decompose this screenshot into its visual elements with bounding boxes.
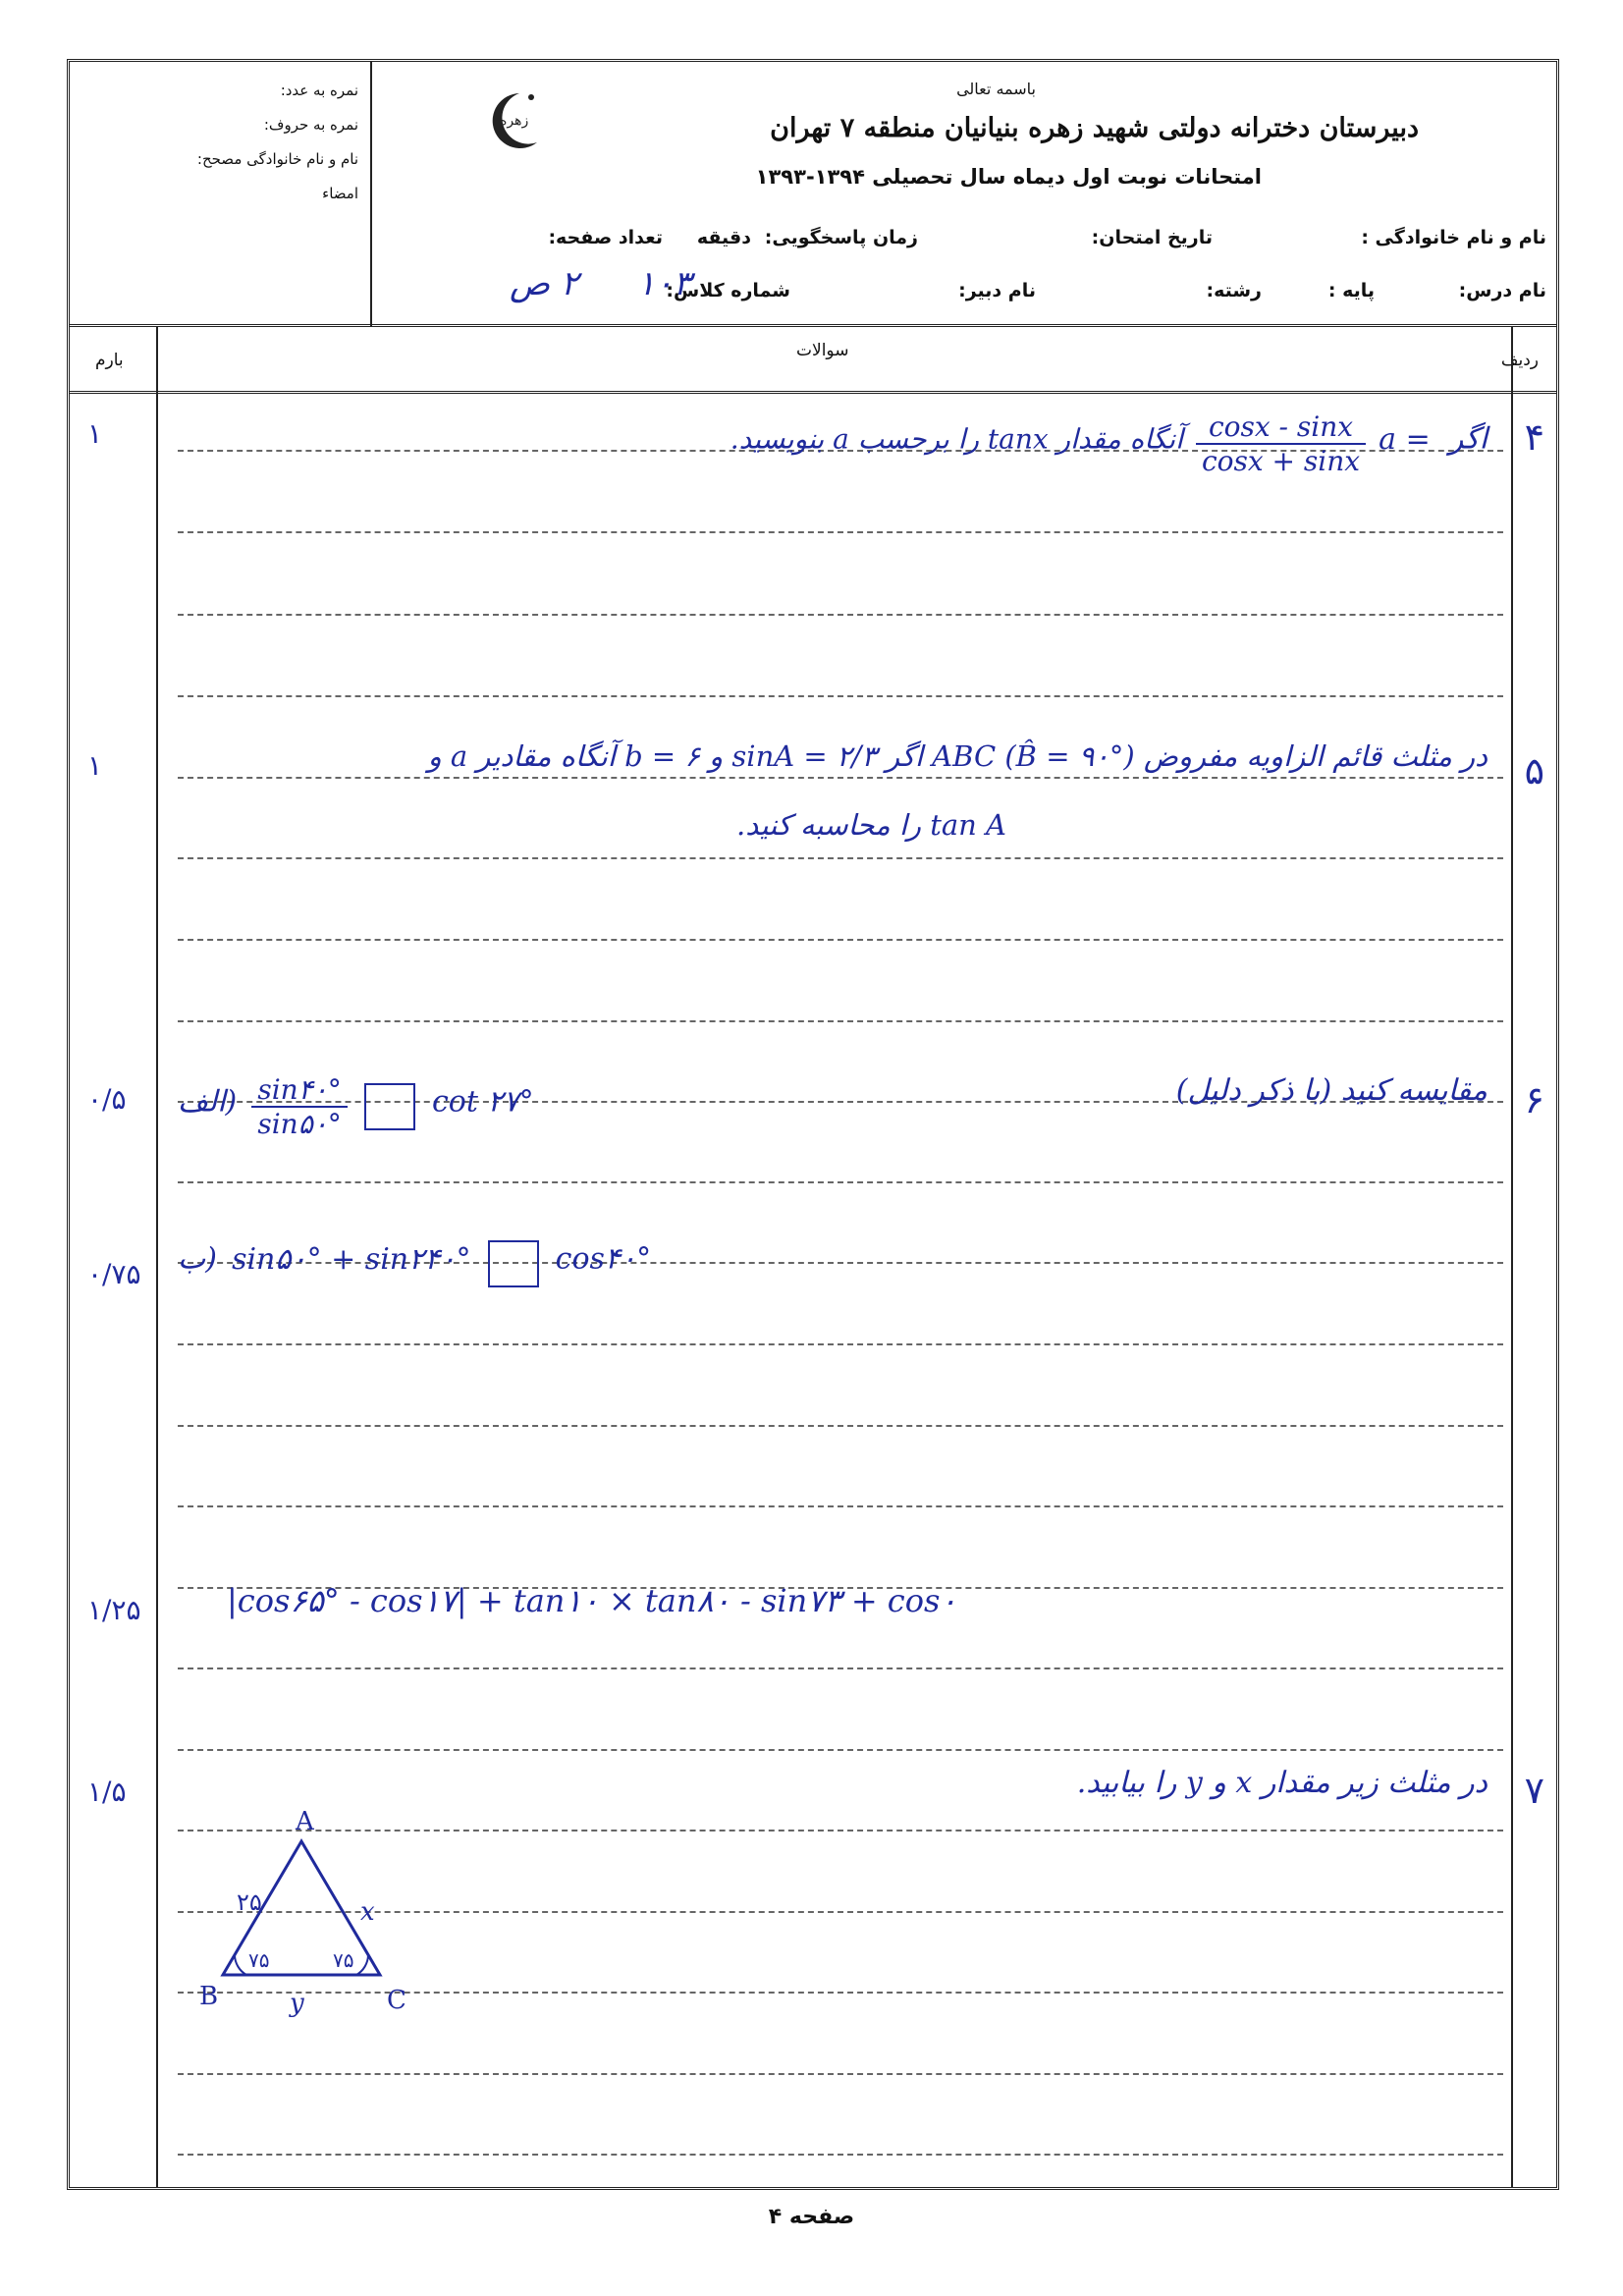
dash-line — [178, 1425, 1503, 1427]
vertex-a: A — [296, 1807, 314, 1836]
expression: |cos۶۵° - cos۱۷| + tan۱۰ × tan۸۰ - sin۷۳ + cos۰ — [227, 1582, 957, 1619]
q6-part-a — [178, 1073, 534, 1140]
field-label: رشته: — [1206, 280, 1262, 301]
score-divider — [156, 327, 158, 2187]
q6b-left: sin۵۰° + sin۲۴۰° — [232, 1241, 471, 1277]
page-count-label: تعداد صفحه: — [548, 227, 663, 248]
question-score-b: ۰/۷۵ — [87, 1258, 141, 1290]
question-score: ۱ — [87, 749, 103, 782]
exam-info — [372, 62, 1556, 327]
minutes-label: دقیقه — [696, 227, 751, 248]
svg-text:زهره: زهره — [500, 113, 529, 129]
col-row-label: ردیف — [1500, 351, 1539, 370]
dash-line — [178, 1020, 1503, 1022]
q7-text: در مثلث زیر مقدار x و y را بیابید. — [1076, 1766, 1488, 1800]
dash-line — [178, 1749, 1503, 1751]
grade-letters-label: نمره به حروف: — [263, 116, 358, 134]
page-footer: صفحه ۴ — [768, 2205, 855, 2229]
answer-time-label: زمان پاسخگویی: — [764, 227, 918, 248]
exam-header — [70, 62, 1556, 327]
exam-title: امتحانات نوبت اول دیماه سال تحصیلی ۱۳۹۴-۱۳۹۳ — [755, 165, 1262, 189]
compare-box[interactable] — [488, 1240, 539, 1287]
q6a-right: cot ۲۷° — [431, 1084, 534, 1120]
q4-if: اگر — [1448, 421, 1488, 457]
question-score: ۱/۲۵ — [87, 1594, 141, 1626]
school-logo — [480, 83, 549, 162]
dash-line — [178, 777, 1503, 779]
exam-date-label: تاریخ امتحان: — [1091, 227, 1213, 248]
vertex-c: C — [387, 1986, 406, 2015]
q5-line2: tan A را محاسبه کنید. — [736, 808, 1006, 842]
col-score-label: بارم — [95, 351, 124, 370]
q6-intro: مقایسه کنید (با ذکر دلیل) — [1175, 1073, 1488, 1108]
q6a-label: الف) — [178, 1084, 238, 1120]
dash-line — [178, 614, 1503, 616]
dash-line — [178, 2154, 1503, 2156]
triangle-figure — [186, 1790, 441, 2026]
student-name-label: نام و نام خانوادگی : — [1361, 227, 1546, 248]
grading-box — [70, 62, 372, 327]
col-questions-label: سوالات — [796, 341, 849, 360]
q4-fraction — [1196, 410, 1366, 477]
question-number: ۴ — [1524, 415, 1544, 459]
dash-line — [178, 695, 1503, 697]
q4-denominator: cosx + sinx — [1201, 445, 1361, 477]
q4-text: آنگاه مقدار tanx را برحسب a بنویسید. — [730, 422, 1183, 456]
row-divider — [1511, 327, 1513, 2187]
angle-b-arc — [235, 1955, 246, 1975]
exam-sheet — [67, 59, 1559, 2190]
q4-numerator: cosx - sinx — [1196, 410, 1366, 445]
dash-line — [178, 1181, 1503, 1183]
compare-box[interactable] — [364, 1083, 415, 1130]
grade-number-label: نمره به عدد: — [280, 82, 358, 99]
side-bc-label: y — [290, 1989, 304, 2018]
dash-line — [178, 939, 1503, 941]
dash-line — [178, 1343, 1503, 1345]
q6b-label: ب) — [178, 1241, 217, 1277]
q4-eq: = a — [1379, 421, 1431, 457]
q6a-numerator: sin۴۰° — [251, 1073, 347, 1108]
question-score-a: ۰/۵ — [87, 1083, 127, 1116]
q6-part-b — [178, 1240, 651, 1287]
dash-line — [178, 2073, 1503, 2075]
bismillah: باسمه تعالی — [956, 80, 1036, 98]
side-ab-label: ۲۵ — [237, 1888, 262, 1916]
page-count-value: ۲ ص — [510, 264, 579, 303]
class-no-label: شماره کلاس: — [666, 280, 790, 301]
question-4 — [730, 410, 1488, 477]
signature-label: امضاء — [322, 185, 358, 202]
column-header — [70, 327, 1556, 394]
side-ac-label: x — [360, 1897, 375, 1927]
grade-level-label: پایه : — [1327, 280, 1375, 301]
question-number: ۶ — [1524, 1078, 1544, 1121]
vertex-b: B — [199, 1982, 219, 2011]
dash-line — [178, 1667, 1503, 1669]
dash-line — [178, 531, 1503, 533]
teacher-label: نام دبیر: — [958, 280, 1036, 301]
school-name: دبیرستان دخترانه دولتی شهید زهره بنیانیان منطقه ۷ تهران — [770, 113, 1419, 143]
course-label: نام درس: — [1458, 280, 1546, 301]
dash-line — [178, 1505, 1503, 1507]
angle-c-arc — [356, 1955, 368, 1975]
question-score: ۱/۵ — [87, 1776, 127, 1808]
class-no-value: ۱۰۳ — [637, 264, 691, 303]
dash-line — [178, 857, 1503, 859]
question-number: ۷ — [1524, 1769, 1544, 1812]
corrector-label: نام و نام خانوادگی مصحح: — [196, 150, 358, 168]
angle-b-label: ۷۵ — [248, 1948, 270, 1972]
q6a-fraction — [251, 1073, 347, 1140]
q5-line1: در مثلث قائم الزاویه مفروض ABC (B̂ = ۹۰°) اگر sinA = ۲/۳ و b = ۶ آنگاه مقادیر a و — [427, 739, 1488, 773]
question-score: ۱ — [87, 417, 103, 450]
q6a-denominator: sin۵۰° — [257, 1108, 342, 1140]
angle-c-label: ۷۵ — [333, 1948, 354, 1972]
q6b-right: cos۴۰° — [555, 1241, 652, 1277]
question-number: ۵ — [1524, 749, 1544, 793]
